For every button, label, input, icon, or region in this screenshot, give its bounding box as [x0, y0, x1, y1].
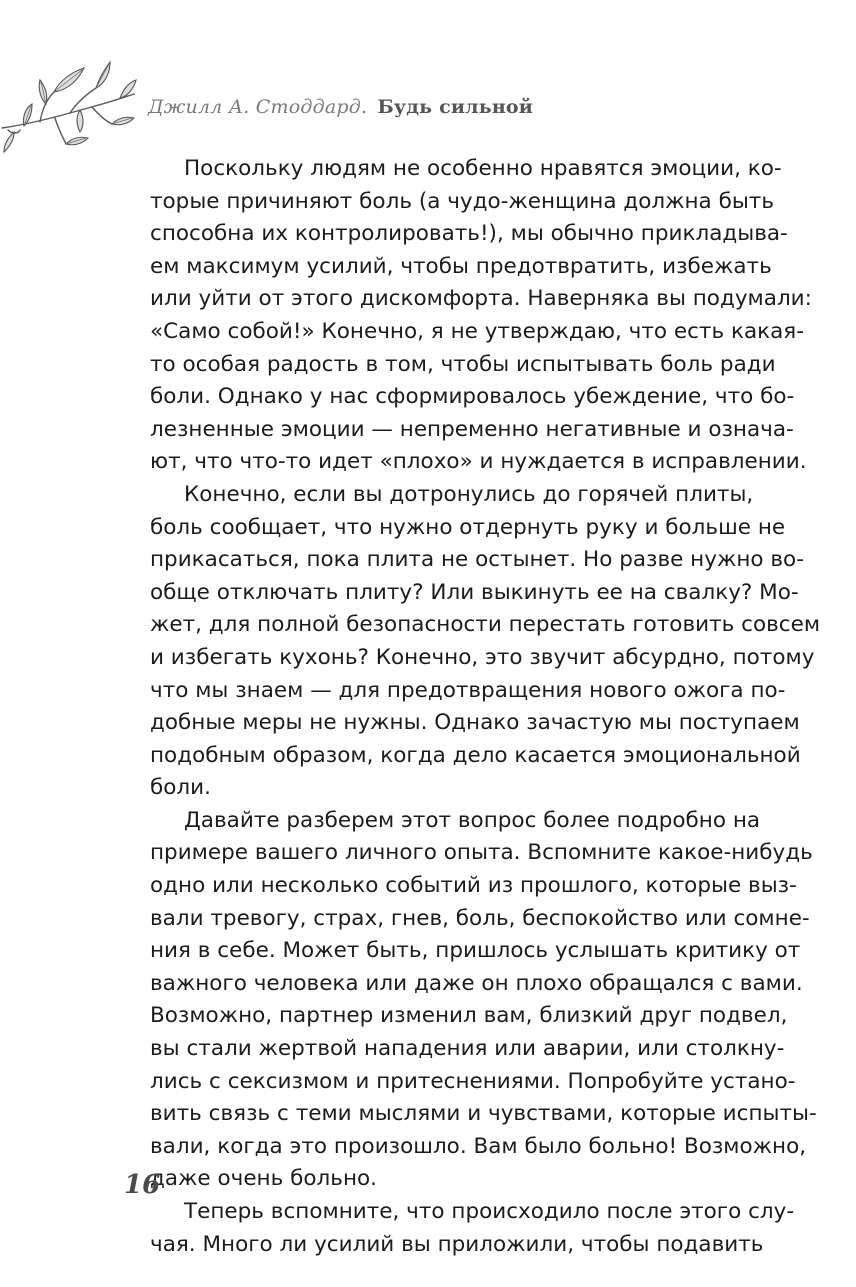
text-line: Давайте разберем этот вопрос более подробно на: [184, 807, 761, 833]
text-line: Возможно, партнер изменил вам, близкий друг подвел,: [150, 1003, 788, 1029]
text-line: вали, когда это произошло. Вам было больно! Возможно,: [150, 1133, 807, 1159]
text-line: лись с сексизмом и притеснениями. Попробуйте устано-: [150, 1068, 796, 1094]
text-line: Поскольку людям не особенно нравятся эмоции, ко-: [184, 156, 782, 181]
text-line: и избегать кухонь? Конечно, это звучит абсурдно, потому: [150, 644, 815, 670]
text-line: боли. Однако у нас сформировалось убеждение, что бо-: [150, 384, 795, 410]
text-line: вить связь с теми мыслями и чувствами, которые испыты-: [150, 1101, 817, 1127]
text-line: способна их контролировать!), мы обычно прикладыва-: [150, 221, 788, 247]
text-line: примере вашего личного опыта. Вспомните какое-нибудь: [150, 840, 813, 866]
text-line: жет, для полной безопасности перестать готовить совсем: [150, 612, 821, 638]
text-line: чая. Много ли усилий вы приложили, чтобы подавить: [150, 1231, 764, 1257]
text-line: прикасаться, пока плита не остынет. Но разве нужно во-: [150, 547, 804, 573]
running-head: [148, 96, 533, 118]
text-line: ют, что что-то идет «плохо» и нуждается в исправлении.: [150, 449, 807, 475]
paragraph: [150, 1196, 795, 1261]
leafy-branch-icon: [0, 58, 140, 158]
text-line: подобным образом, когда дело касается эмоциональной: [150, 742, 801, 768]
text-line: важного человека или даже он плохо обращался с вами.: [150, 970, 803, 996]
paragraph: [150, 153, 812, 479]
paragraph: [150, 479, 821, 805]
text-line: торые причиняют боль (а чудо-женщина должна быть: [150, 188, 774, 214]
page-number: 16: [124, 1170, 161, 1200]
text-line: боли.: [150, 775, 211, 801]
text-line: то особая радость в том, чтобы испытывать боль ради: [150, 351, 776, 377]
paragraph: [150, 805, 817, 1196]
header-author: Джилл А. Стоддард: [148, 96, 361, 118]
text-line: обще отключать плиту? Или выкинуть ее на свалку? Мо-: [150, 579, 799, 605]
header-separator: .: [361, 96, 368, 118]
text-line: боль сообщает, что нужно отдернуть руку и больше не: [150, 514, 786, 540]
text-line: что мы знаем — для предотвращения нового ожога по-: [150, 677, 786, 703]
text-line: ем максимум усилий, чтобы предотвратить, избежать: [150, 253, 772, 279]
text-line: даже очень больно.: [150, 1166, 377, 1192]
text-line: добные меры не нужны. Однако зачастую мы поступаем: [150, 710, 800, 736]
header-book-title: Будь сильной: [377, 96, 534, 118]
text-line: Конечно, если вы дотронулись до горячей плиты,: [184, 481, 754, 507]
body-text: [150, 153, 821, 1261]
text-line: или уйти от этого дискомфорта. Наверняка вы подумали:: [150, 286, 812, 312]
text-line: «Само собой!» Конечно, я не утверждаю, что есть какая-: [150, 318, 804, 344]
text-line: вы стали жертвой нападения или аварии, или столкну-: [150, 1036, 785, 1062]
text-line: лезненные эмоции — непременно негативные и означа-: [150, 416, 794, 442]
text-line: Теперь вспомните, что происходило после этого слу-: [184, 1199, 795, 1224]
text-line: одно или несколько событий из прошлого, которые выз-: [150, 873, 797, 899]
text-line: ния в себе. Может быть, пришлось услышать критику от: [150, 938, 801, 964]
text-line: вали тревогу, страх, гнев, боль, беспокойство или сомне-: [150, 905, 810, 931]
